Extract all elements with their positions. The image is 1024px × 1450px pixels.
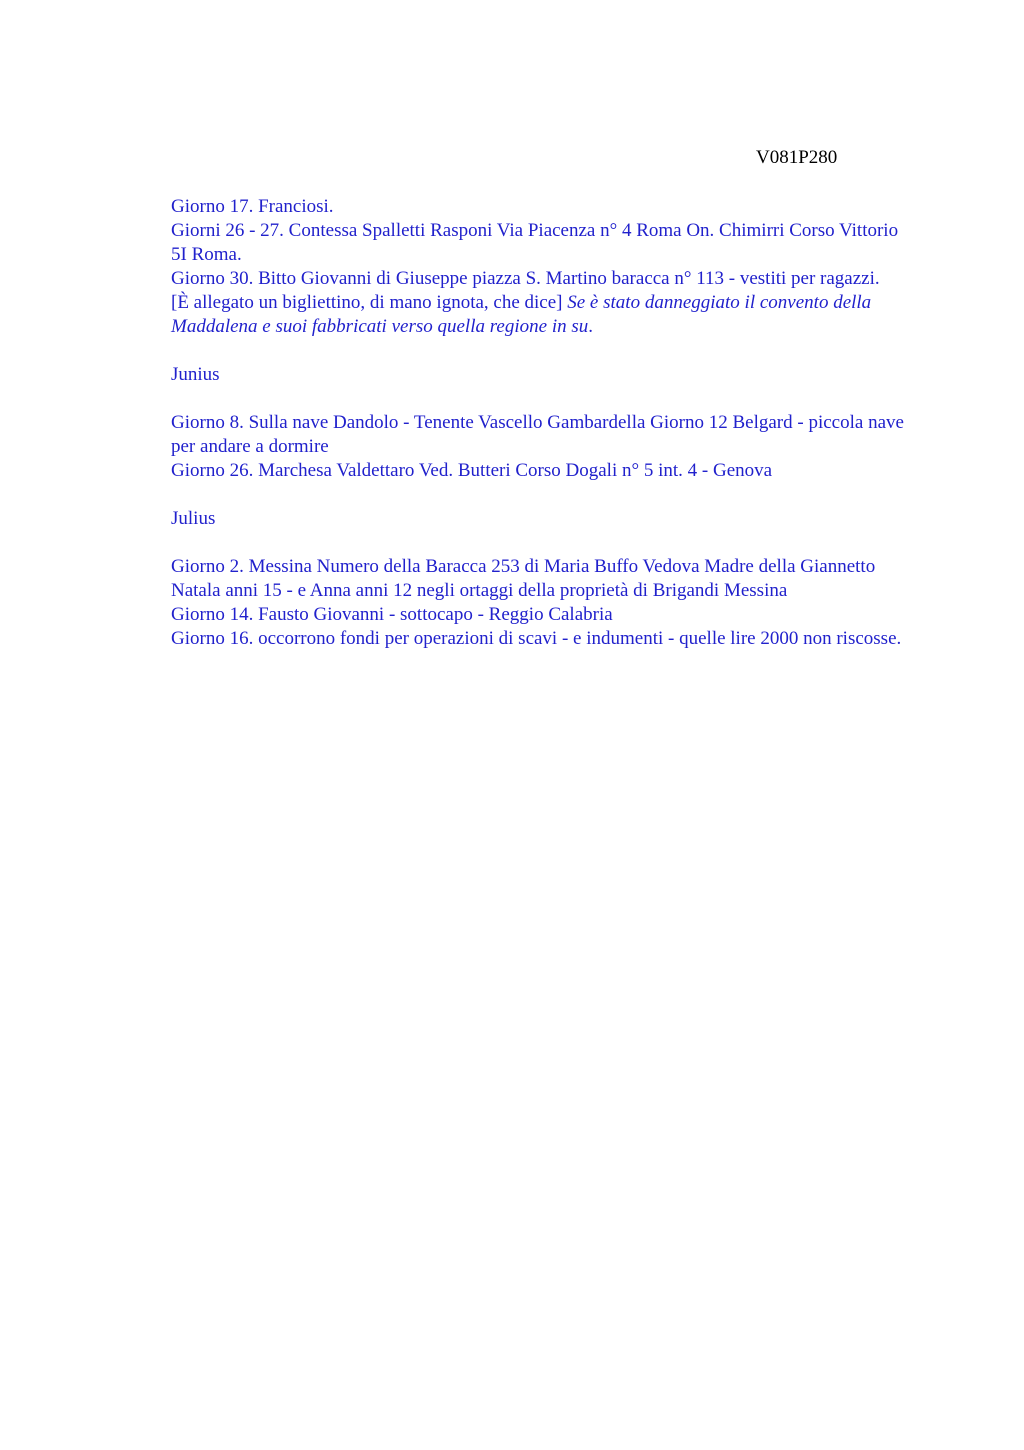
spacer [171,531,906,555]
spacer [171,483,906,507]
entry-may-30: Giorno 30. Bitto Giovanni di Giuseppe piazza S. Martino baracca n° 113 - vestiti per ragazzi. [171,268,880,289]
page-code: V081P280 [756,147,838,168]
month-heading-june: Junius [171,364,220,385]
entry-may-17: Giorno 17. Franciosi. [171,196,334,217]
spacer [171,339,906,363]
entry-june-8: Giorno 8. Sulla nave Dandolo - Tenente Vascello Gambardella Giorno 12 Belgard - piccola nave per andare a dormire [171,412,904,457]
entry-may-26-27: Giorni 26 - 27. Contessa Spalletti Rasponi Via Piacenza n° 4 Roma On. Chimirri Corso Vittorio 5I Roma. [171,220,899,265]
entry-june-26: Giorno 26. Marchesa Valdettaro Ved. Butteri Corso Dogali n° 5 int. 4 - Genova [171,460,773,481]
month-heading-july: Julius [171,508,216,529]
document-body [171,195,906,651]
note-suffix: . [588,316,593,337]
note-prefix: [È allegato un bigliettino, di mano ignota, che dice] [171,292,568,313]
note-italic-text: Se è stato danneggiato il convento della Maddalena e suoi fabbricati verso quella regione in su [171,292,872,337]
entry-july-14: Giorno 14. Fausto Giovanni - sottocapo - Reggio Calabria [171,604,613,625]
entry-july-2: Giorno 2. Messina Numero della Baracca 253 di Maria Buffo Vedova Madre della Giannetto Natala anni 15 - e Anna anni 12 negli ortaggi della proprietà di Brigandi Messina [171,556,876,601]
attached-note [171,291,906,339]
entry-july-16: Giorno 16. occorrono fondi per operazioni di scavi - e indumenti - quelle lire 2000 non riscosse. [171,628,902,649]
spacer [171,387,906,411]
